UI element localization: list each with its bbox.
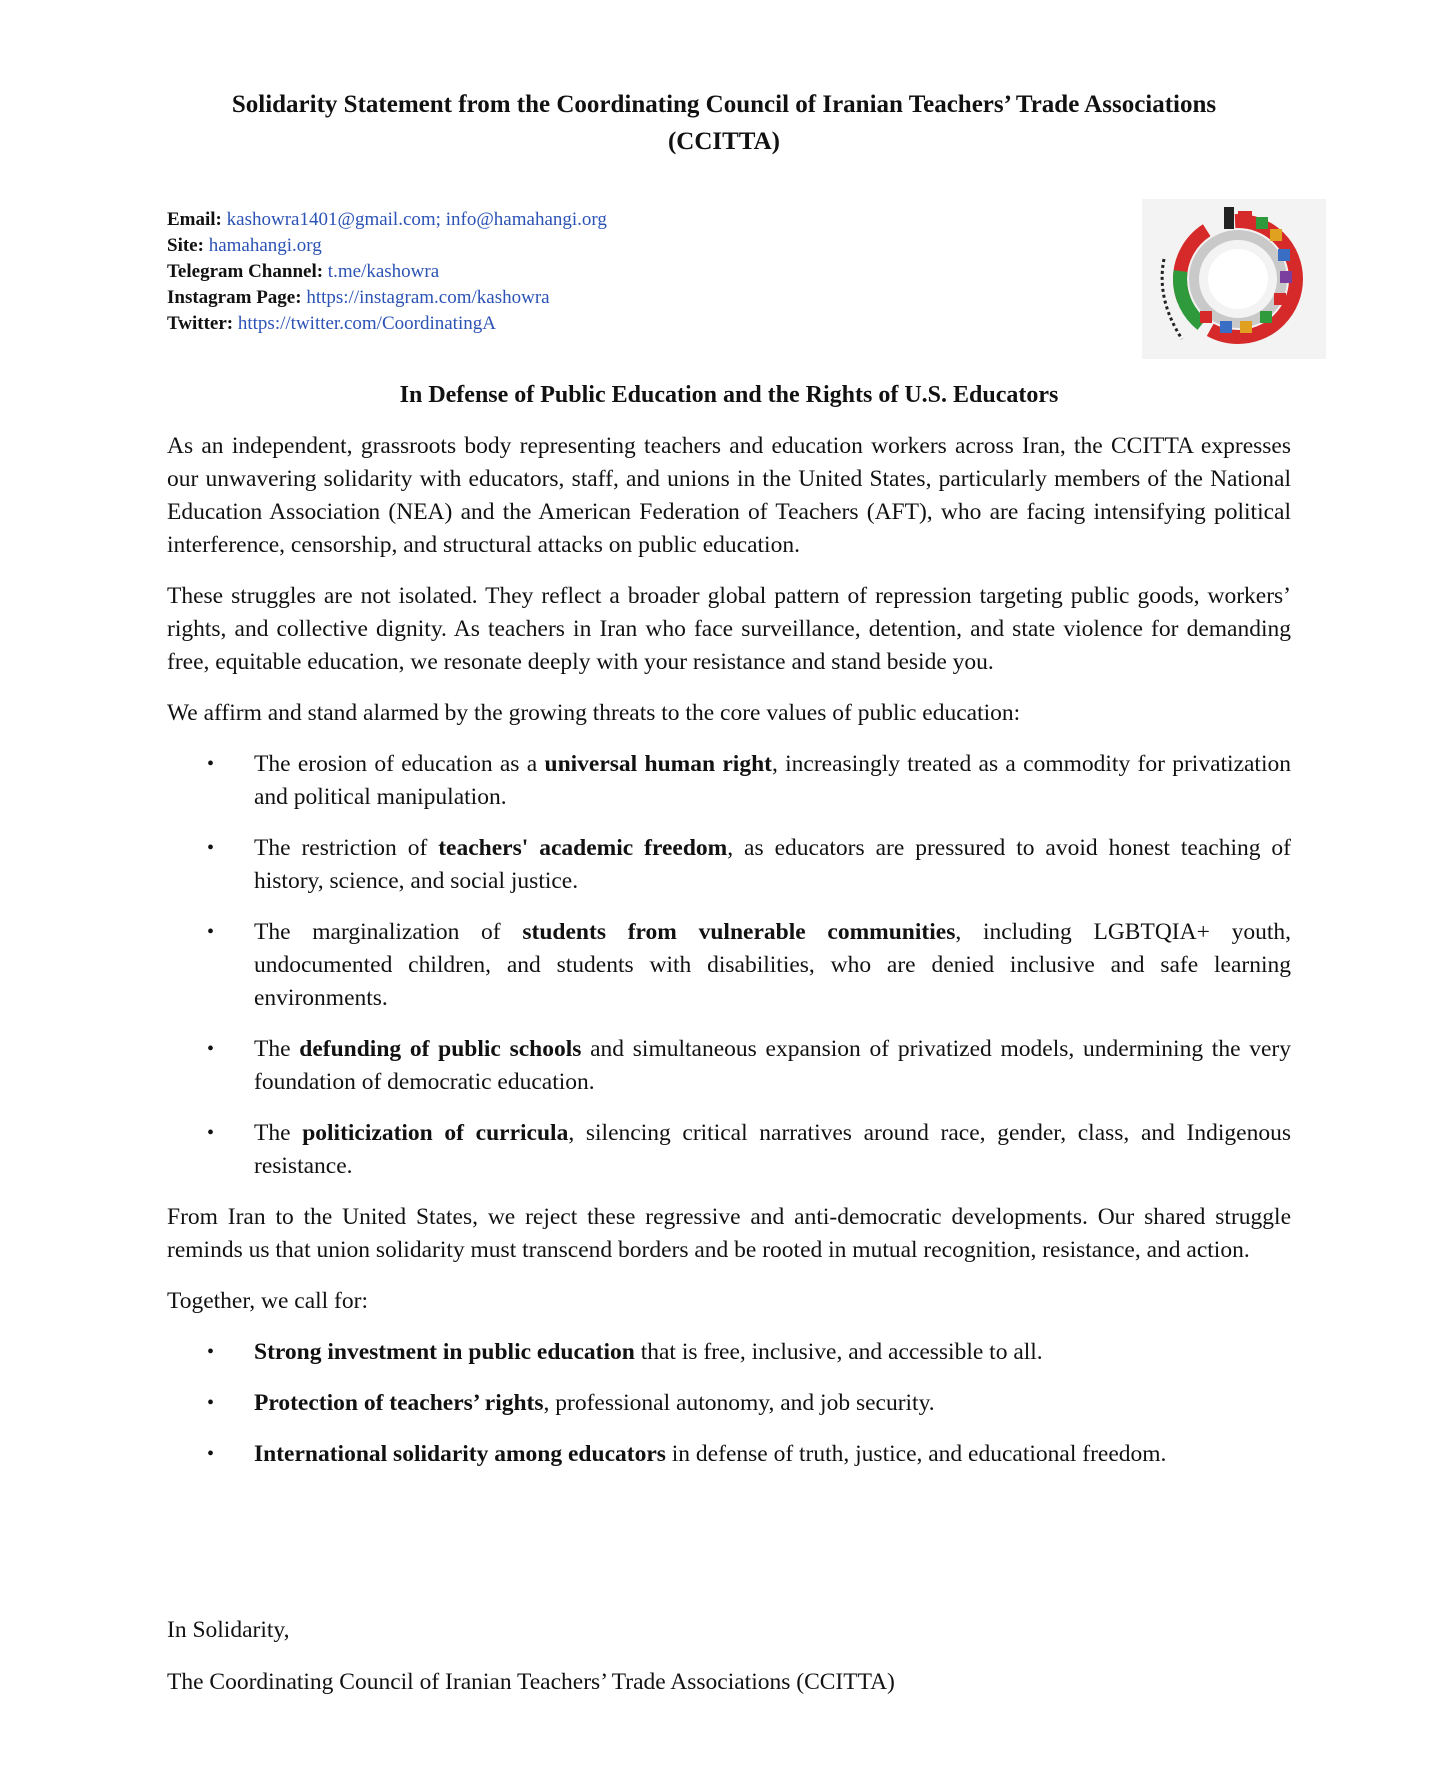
contact-label: Twitter: [167, 313, 234, 334]
contact-site [167, 233, 607, 259]
email-link[interactable]: kashowra1401@gmail.com; info@hamahangi.org [226, 209, 607, 230]
subtitle: In Defense of Public Education and the Rights of U.S. Educators [399, 382, 1059, 408]
contact-email [167, 207, 607, 233]
bullet-icon: • [207, 1392, 215, 1414]
threats-list [167, 748, 1291, 1183]
paragraph: These struggles are not isolated. They reflect a broader global pattern of repression targeting public goods, workers’ rights, and collective dignity. As teachers in Iran who face surveillance, detention, and state violence for demanding free, equitable education, we resonate deeply with your resistance and stand beside you. [167, 583, 1291, 675]
twitter-link[interactable]: https://twitter.com/CoordinatingA [237, 313, 496, 334]
contact-label: Telegram Channel: [167, 261, 324, 282]
list-item: • The defunding of public schools and simultaneous expansion of privatized models, undermining the very foundation of democratic education. [167, 1033, 1291, 1099]
closing-block [167, 1614, 895, 1718]
paragraph: From Iran to the United States, we reject these regressive and anti-democratic developments. Our shared struggle reminds us that union solidarity must transcend borders and be rooted in mutual recognition, resistance, and action. [167, 1204, 1291, 1263]
list-item: • The restriction of teachers' academic freedom, as educators are pressured to avoid honest teaching of history, science, and social justice. [167, 832, 1291, 898]
paragraph: As an independent, grassroots body representing teachers and education workers across Iran, the CCITTA expresses our unwavering solidarity with educators, staff, and unions in the United States, particularly members of the National Education Association (NEA) and the American Federation of Teachers (AFT), who are facing intensifying political interference, censorship, and structural attacks on public education. [167, 433, 1291, 558]
document-title [190, 86, 1258, 160]
paragraph: We affirm and stand alarmed by the growing threats to the core values of public education: [167, 700, 1021, 726]
telegram-link[interactable]: t.me/kashowra [327, 261, 440, 282]
contact-label: Site: [167, 235, 204, 256]
contact-block [167, 207, 607, 337]
list-item: • Strong investment in public education that is free, inclusive, and accessible to all. [167, 1336, 1291, 1369]
calls-list [167, 1336, 1291, 1471]
list-item: • International solidarity among educators in defense of truth, justice, and educational freedom. [167, 1438, 1291, 1471]
ccitta-logo [1142, 199, 1326, 359]
call-intro: Together, we call for: [167, 1288, 368, 1314]
list-item: • Protection of teachers’ rights, professional autonomy, and job security. [167, 1387, 1291, 1420]
contact-telegram [167, 259, 607, 285]
bullet-icon: • [207, 1122, 215, 1144]
site-link[interactable]: hamahangi.org [208, 235, 322, 256]
title-line-2: (CCITTA) [667, 128, 781, 155]
bullet-icon: • [207, 921, 215, 943]
signature: The Coordinating Council of Iranian Teachers’ Trade Associations (CCITTA) [167, 1669, 895, 1695]
contact-label: Instagram Page: [167, 287, 302, 308]
bullet-icon: • [207, 1443, 215, 1465]
bullet-icon: • [207, 1038, 215, 1060]
title-line-1: Solidarity Statement from the Coordinating Council of Iranian Teachers’ Trade Associations [231, 91, 1217, 118]
bullet-icon: • [207, 753, 215, 775]
contact-label: Email: [167, 209, 222, 230]
instagram-link[interactable]: https://instagram.com/kashowra [306, 287, 550, 308]
list-item: • The erosion of education as a universal human right, increasingly treated as a commodity for privatization and political manipulation. [167, 748, 1291, 814]
statement-body [167, 430, 1291, 1489]
closing-line: In Solidarity, [167, 1617, 290, 1643]
bullet-icon: • [207, 837, 215, 859]
contact-twitter [167, 311, 607, 337]
bullet-icon: • [207, 1341, 215, 1363]
contact-instagram [167, 285, 607, 311]
list-item: • The marginalization of students from vulnerable communities, including LGBTQIA+ youth, undocumented children, and students with disabilities, who are denied inclusive and safe learning environments. [167, 916, 1291, 1015]
list-item: • The politicization of curricula, silencing critical narratives around race, gender, class, and Indigenous resistance. [167, 1117, 1291, 1183]
